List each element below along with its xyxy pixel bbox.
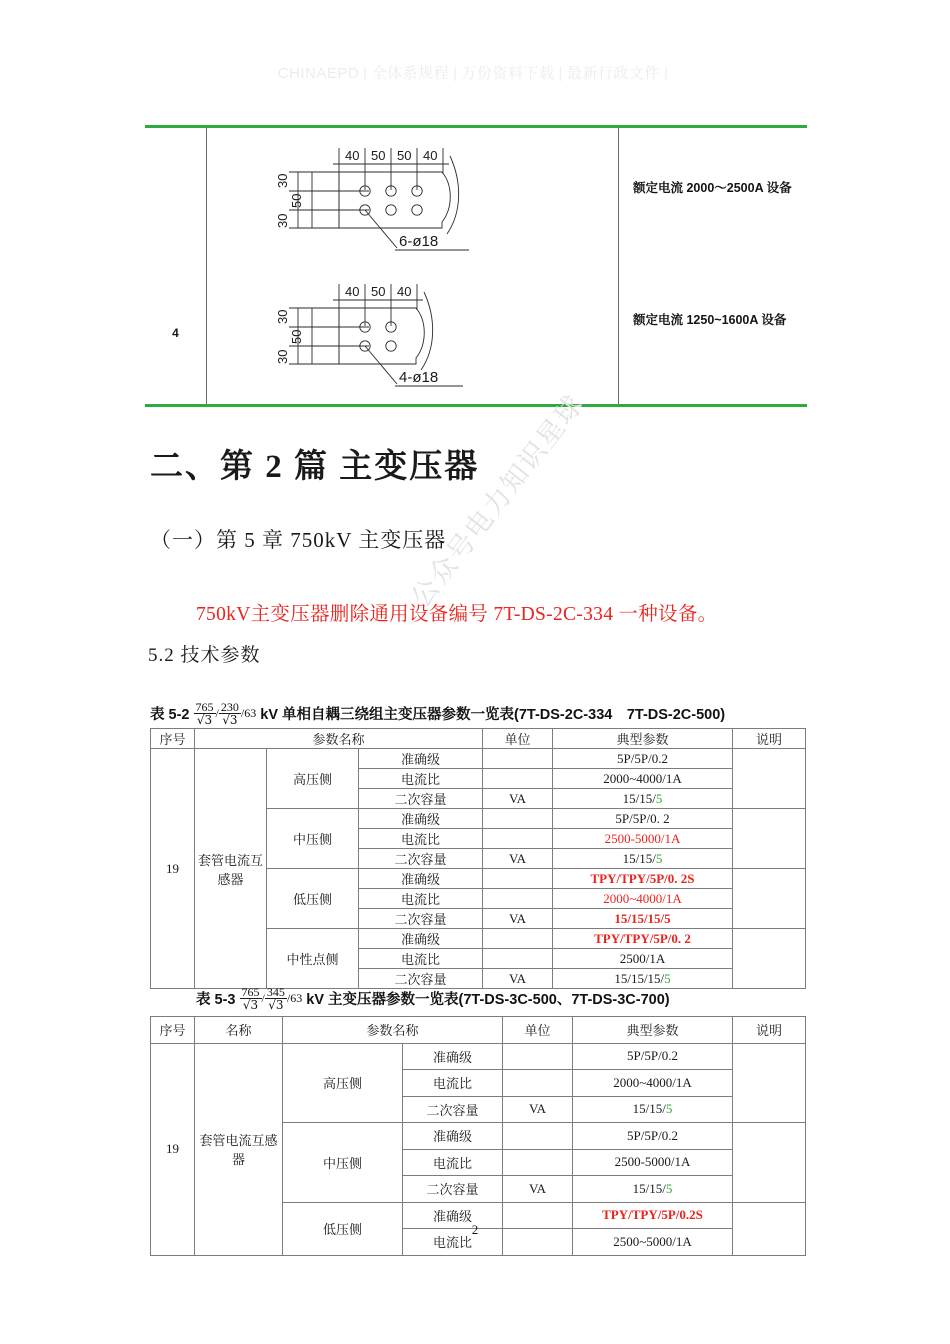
revision-note-red: 750kV主变压器删除通用设备编号 7T-DS-2C-334 一种设备。 <box>196 604 718 625</box>
th-index: 序号 <box>151 729 195 749</box>
cell-index: 19 <box>151 749 195 989</box>
bolt-hole-pattern-6-drawing <box>257 140 587 270</box>
value-main: 15/15/ <box>632 1101 666 1117</box>
cell-unit <box>483 949 553 969</box>
cell-index: 19 <box>151 1043 195 1255</box>
cell-value <box>553 849 733 869</box>
cell-value: 2500~5000/1A <box>573 1229 733 1256</box>
drawing-table-figure-cell <box>207 128 619 404</box>
th-unit: 单位 <box>483 729 553 749</box>
hole-callout-6: 6-ø18 <box>399 233 439 250</box>
table-5-2-caption-text: kV 单相自耦三绕组主变压器参数一览表(7T-DS-2C-334 7T-DS-2C-500) <box>260 707 726 723</box>
cell-value <box>573 1176 733 1203</box>
header-watermark-sep-2: | <box>558 65 563 82</box>
cell-param: 二次容量 <box>403 1096 503 1123</box>
cell-unit: VA <box>483 969 553 989</box>
dim-h-0: 40 <box>345 148 360 163</box>
cell-value <box>553 969 733 989</box>
dim-v-1: 50 <box>289 193 304 208</box>
th-remark: 说明 <box>733 729 806 749</box>
cell-side-mv: 中压侧 <box>283 1123 403 1203</box>
cell-param: 准确级 <box>403 1123 503 1150</box>
heading-section-5-2: 5.2 技术参数 <box>148 645 261 666</box>
cell-value <box>553 789 733 809</box>
cell-side-neutral: 中性点侧 <box>267 929 359 989</box>
dim-h-2: 50 <box>397 148 412 163</box>
frac1-num: 765 <box>195 699 214 714</box>
value-tail-green: 5 <box>655 850 663 866</box>
drawing-note-bottom: 额定电流 1250~1600A 设备 <box>633 313 787 327</box>
bolt-hole-pattern-4-drawing <box>257 276 587 406</box>
cell-param: 二次容量 <box>403 1176 503 1203</box>
cell-value: 2500-5000/1A <box>573 1149 733 1176</box>
cell-side-mv: 中压侧 <box>267 809 359 869</box>
cell-param: 二次容量 <box>359 969 483 989</box>
cell-value: 2500/1A <box>553 949 733 969</box>
table-5-3-caption <box>196 984 670 1014</box>
cell-unit <box>483 829 553 849</box>
cell-value: 5P/5P/0. 2 <box>553 809 733 829</box>
cell-remark <box>733 1123 806 1203</box>
table-5-3-voltage-fraction <box>240 986 303 1011</box>
frac-slash: / <box>261 991 265 1006</box>
dim-v-2: 30 <box>275 349 290 364</box>
cell-component: 套管电流互感器 <box>195 749 267 989</box>
dim-v-0: 30 <box>275 309 290 324</box>
cell-param: 电流比 <box>359 769 483 789</box>
table-5-2-voltage-fraction <box>194 701 257 726</box>
cell-param: 准确级 <box>359 929 483 949</box>
cell-unit: VA <box>503 1096 573 1123</box>
cell-value: 2000~4000/1A <box>553 889 733 909</box>
dim-h-1: 50 <box>371 148 386 163</box>
value-tail-green: 5 <box>655 790 663 806</box>
value-tail-green: 5 <box>665 1180 673 1196</box>
cell-param: 准确级 <box>403 1202 503 1229</box>
th-typical: 典型参数 <box>553 729 733 749</box>
cell-remark <box>733 749 806 809</box>
table-5-2-label: 表 5-2 <box>150 707 190 723</box>
table-row <box>151 1043 806 1070</box>
value-main: 15/15/ <box>622 850 656 866</box>
cell-value: 5P/5P/0.2 <box>573 1123 733 1150</box>
cell-value <box>573 1096 733 1123</box>
cell-value: TPY/TPY/5P/0. 2S <box>553 869 733 889</box>
cell-param: 准确级 <box>359 869 483 889</box>
value-tail-green: 5 <box>665 1101 673 1117</box>
cell-param: 电流比 <box>403 1229 503 1256</box>
cell-unit <box>503 1149 573 1176</box>
cell-param: 二次容量 <box>359 849 483 869</box>
th-param-name: 参数名称 <box>283 1017 503 1044</box>
cell-side-lv: 低压侧 <box>267 869 359 929</box>
dim-v-0: 30 <box>275 173 290 188</box>
frac1-den: √3 <box>194 713 216 726</box>
value-tail-green: 5 <box>664 970 671 986</box>
value-main: 15/15/ <box>632 1180 666 1196</box>
diagonal-watermark: 公众号电力知识星球 <box>405 388 590 613</box>
dim-h-0: 40 <box>345 284 360 299</box>
frac2-den: √3 <box>265 998 287 1011</box>
th-unit: 单位 <box>503 1017 573 1044</box>
cell-unit: VA <box>483 849 553 869</box>
value-main: 15/15/ <box>622 790 656 806</box>
frac1-num: 765 <box>241 984 260 999</box>
header-watermark-sep-1: | <box>453 65 458 82</box>
cell-unit <box>483 889 553 909</box>
dim-v-2: 30 <box>275 213 290 228</box>
cell-unit <box>503 1043 573 1070</box>
th-typical: 典型参数 <box>573 1017 733 1044</box>
cell-value: 5P/5P/0.2 <box>553 749 733 769</box>
cell-unit <box>503 1070 573 1097</box>
cell-side-hv: 高压侧 <box>283 1043 403 1123</box>
cell-remark <box>733 869 806 929</box>
frac-tail: /63 <box>240 706 257 721</box>
cell-param: 电流比 <box>359 829 483 849</box>
drawing-table-index-cell <box>145 128 207 404</box>
cell-unit: VA <box>483 909 553 929</box>
drawing-note-top: 额定电流 2000～2500A 设备 <box>633 181 792 195</box>
cell-param: 电流比 <box>403 1070 503 1097</box>
th-name: 名称 <box>195 1017 283 1044</box>
table-row-header <box>151 1017 806 1044</box>
dim-v-1: 50 <box>289 329 304 344</box>
cell-param: 电流比 <box>403 1149 503 1176</box>
table-5-3-caption-text: kV 主变压器参数一览表(7T-DS-3C-500、7T-DS-3C-700) <box>306 992 670 1008</box>
dim-h-3: 40 <box>423 148 438 163</box>
header-watermark-item-0: 全体系规程 <box>371 65 450 82</box>
cell-param: 准确级 <box>359 809 483 829</box>
header-watermark <box>0 62 950 83</box>
cell-param: 准确级 <box>403 1043 503 1070</box>
table-row <box>151 749 806 769</box>
hole-callout-4: 4-ø18 <box>399 369 439 386</box>
header-watermark-sep-0: | <box>363 65 368 82</box>
cell-value: TPY/TPY/5P/0. 2 <box>553 929 733 949</box>
dim-h-2: 40 <box>397 284 412 299</box>
header-watermark-item-1: 万份资料下载 <box>461 65 555 82</box>
drawing-table-note-cell <box>619 128 807 404</box>
header-watermark-sep-3: | <box>663 65 669 82</box>
drawing-row-number: 4 <box>172 326 179 340</box>
cell-side-lv: 低压侧 <box>283 1202 403 1255</box>
cell-param: 二次容量 <box>359 909 483 929</box>
th-index: 序号 <box>151 1017 195 1044</box>
cell-value: 2000~4000/1A <box>573 1070 733 1097</box>
cell-param: 二次容量 <box>359 789 483 809</box>
cell-remark <box>733 809 806 869</box>
cell-remark <box>733 1043 806 1123</box>
cell-unit <box>483 769 553 789</box>
cell-unit <box>483 929 553 949</box>
frac-tail: /63 <box>286 991 303 1006</box>
table-5-3 <box>150 1016 806 1256</box>
header-watermark-item-2: 最新行政文件 <box>566 65 660 82</box>
page-number: 2 <box>471 1222 479 1237</box>
cell-unit: VA <box>503 1176 573 1203</box>
cell-value: TPY/TPY/5P/0.2S <box>573 1202 733 1229</box>
table-5-3-label: 表 5-3 <box>196 992 236 1008</box>
cell-param: 电流比 <box>359 889 483 909</box>
header-watermark-brand: CHINAEPD <box>277 65 360 82</box>
dim-h-1: 50 <box>371 284 386 299</box>
cell-value: 2000~4000/1A <box>553 769 733 789</box>
table-row-header <box>151 729 806 749</box>
table-5-2-caption <box>150 699 726 729</box>
value-main: 15/15/15/ <box>614 970 665 986</box>
cell-param: 电流比 <box>359 949 483 969</box>
cell-unit <box>483 869 553 889</box>
heading-chapter-5: （一）第 5 章 750kV 主变压器 <box>150 528 447 552</box>
cell-unit: VA <box>483 789 553 809</box>
cell-param: 准确级 <box>359 749 483 769</box>
drawing-table <box>145 125 807 407</box>
cell-remark <box>733 929 806 989</box>
th-remark: 说明 <box>733 1017 806 1044</box>
cell-side-hv: 高压侧 <box>267 749 359 809</box>
frac2-num: 345 <box>266 984 285 999</box>
cell-component: 套管电流互感器 <box>195 1043 283 1255</box>
frac1-den: √3 <box>240 998 262 1011</box>
cell-unit <box>503 1123 573 1150</box>
frac2-num: 230 <box>220 699 239 714</box>
heading-part-2: 二、第 2 篇 主变压器 <box>150 449 480 485</box>
cell-value: 2500-5000/1A <box>553 829 733 849</box>
cell-value: 15/15/15/5 <box>553 909 733 929</box>
cell-unit <box>483 809 553 829</box>
frac2-den: √3 <box>219 713 241 726</box>
th-param-name: 参数名称 <box>195 729 483 749</box>
cell-value: 5P/5P/0.2 <box>573 1043 733 1070</box>
table-5-2 <box>150 728 806 989</box>
frac-slash: / <box>215 706 219 721</box>
cell-unit <box>483 749 553 769</box>
